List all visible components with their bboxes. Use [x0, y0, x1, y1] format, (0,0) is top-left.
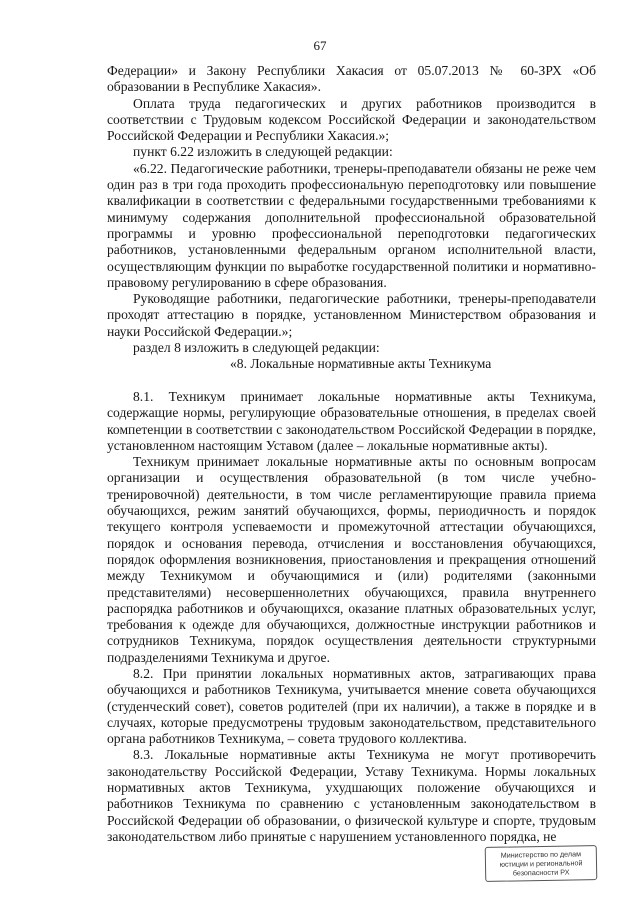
paragraph: 8.1. Техникум принимает локальные нормативные акты Техникума, содержащие нормы, регулирующие образовательные отношения, в пределах своей компетенции в соответствии с законодательством Российской Федерации в порядке, установленном настоящим Уставом (далее – локальные нормативные акты). [107, 388, 596, 453]
stamp-line: Министерство по делам [500, 849, 582, 860]
paragraph: Техникум принимает локальные нормативные акты по основным вопросам организации и осуществления образовательной (в том числе учебно-тренировочной) деятельности, в том числе регламентирующие правила приема обучающихся, режим занятий обучающихся, формы, периодичность и порядок текущего контроля успеваемости и промежуточной аттестации обучающихся, порядок и основания перевода, отчисления и восстановления обучающихся, порядок оформления возникновения, приостановления и прекращения отношений между Техникумом и обучающимися и (или) родителями (законными представителями) несовершеннолетних обучающихся, правила внутреннего распорядка работников и обучающихся, оказание платных образовательных услуг, требования к одежде для обучающихся, должностные инструкции работников и сотрудников Техникума, порядок осуществления деятельности структурными подразделениями Техникума и другое. [107, 454, 596, 665]
section-heading: «8. Локальные нормативные акты Техникума [230, 356, 492, 372]
paragraph: Руководящие работники, педагогические работники, тренеры-преподаватели проходят аттестацию в порядке, установленном Министерством образования и науки Российской Федерации.»; [107, 291, 596, 339]
document-body [107, 63, 596, 845]
stamp-line: безопасности РХ [512, 867, 570, 878]
paragraph: 8.2. При принятии локальных нормативных актов, затрагивающих права обучающихся и работников Техникума, учитывается мнение совета обучающихся (студенческий совет), советов родителей (при их наличии), а также в порядке и в случаях, которые предусмотрены трудовым законодательством, представительного органа работников Техникума, – совета трудового коллектива. [107, 665, 596, 747]
page-number: 67 [313, 38, 327, 53]
paragraph: «6.22. Педагогические работники, тренеры-преподаватели обязаны не реже чем один раз в три года проходить профессиональную переподготовку или повышение квалификации в соответствии с федеральными государственными требованиями к минимуму содержания дополнительной профессиональной образовательной программы и уровню профессиональной переподготовки педагогических работников, установленными федеральным органом исполнительной власти, осуществляющим функции по выработке государственной политики и нормативно-правовому регулированию в сфере образования. [107, 160, 596, 290]
ministry-stamp [485, 845, 598, 882]
paragraph: пункт 6.22 изложить в следующей редакции: [133, 144, 393, 160]
paragraph: раздел 8 изложить в следующей редакции: [133, 340, 380, 356]
paragraph: Оплата труда педагогических и других работников производится в соответствии с Трудовым кодексом Российской Федерации и законодательством Российской Федерации и Республики Хакасия.»; [107, 95, 596, 144]
stamp-line: юстиции и региональной [499, 858, 583, 869]
paragraph: Федерации» и Закону Республики Хакасия от 05.07.2013 № 60-ЗРХ «Об образовании в Республике Хакасия». [107, 63, 596, 95]
paragraph: 8.3. Локальные нормативные акты Техникума не могут противоречить законодательству Российской Федерации, Уставу Техникума. Нормы локальных нормативных актов Техникума, ухудшающих положение обучающихся и работников Техникума по сравнению с установленным законодательством в Российской Федерации об образовании, о физической культуре и спорте, трудовым законодательством либо принятые с нарушением установленного порядка, не [107, 747, 596, 844]
